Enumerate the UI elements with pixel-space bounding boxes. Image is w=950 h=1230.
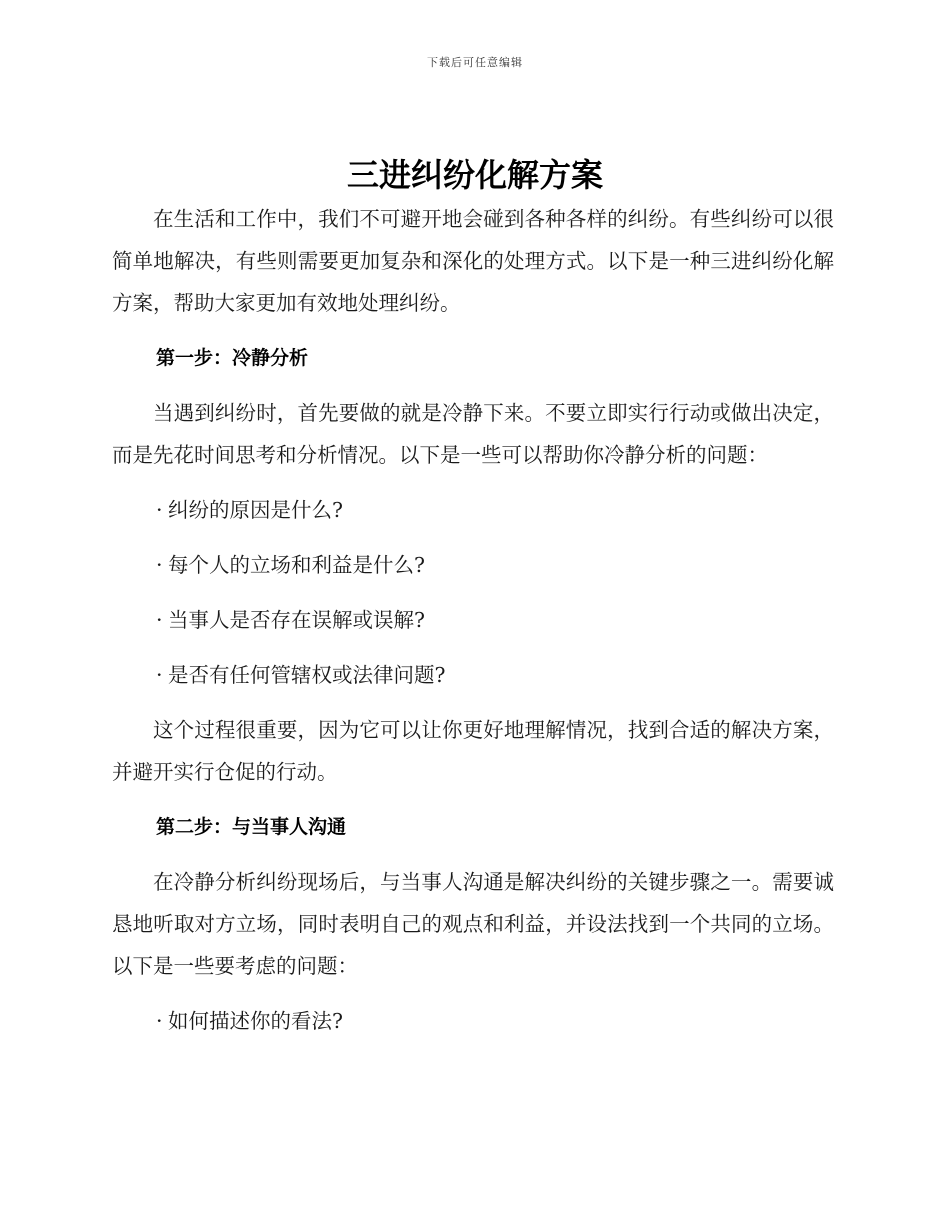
- document-title: 三进纠纷化解方案: [346, 156, 603, 194]
- list-item-text: 是否有任何管辖权或法律问题?: [168, 663, 446, 687]
- list-item-text: 如何描述你的看法?: [168, 1009, 343, 1033]
- list-item-text: 每个人的立场和利益是什么?: [168, 553, 425, 577]
- bullet-marker: ·: [156, 553, 163, 577]
- step1-heading: 第一步：冷静分析: [156, 347, 309, 369]
- list-item-text: 当事人是否存在误解或误解?: [168, 608, 425, 632]
- list-item: [112, 1000, 834, 1042]
- intro-paragraph: 在生活和工作中，我们不可避开地会碰到各种各样的纠纷。有些纠纷可以很简单地解决，有些则需要更加复杂和深化的处理方式。以下是一种三进纠纷化解方案，帮助大家更加有效地处理纠纷。: [112, 207, 834, 315]
- list-item: [112, 544, 834, 586]
- list-item: [112, 599, 834, 641]
- list-item: [112, 489, 834, 531]
- bullet-marker: ·: [156, 608, 163, 632]
- bullet-marker: ·: [156, 498, 163, 522]
- step1-paragraph: 当遇到纠纷时，首先要做的就是冷静下来。不要立即实行行动或做出决定，而是先花时间思考和分析情况。以下是一些可以帮助你冷静分析的问题：: [112, 401, 834, 467]
- list-item-text: 纠纷的原因是什么?: [168, 498, 343, 522]
- header-note: 下载后可任意编辑: [427, 56, 523, 69]
- document-body: [112, 198, 834, 1055]
- bullet-marker: ·: [156, 1009, 163, 1033]
- bullet-marker: ·: [156, 663, 163, 687]
- step1-closing-paragraph: 这个过程很重要，因为它可以让你更好地理解情况，找到合适的解决方案，并避开实行仓促的行动。: [112, 718, 834, 784]
- list-item: [112, 654, 834, 696]
- step2-paragraph: 在冷静分析纠纷现场后，与当事人沟通是解决纠纷的关键步骤之一。需要诚恳地听取对方立场，同时表明自己的观点和利益，并设法找到一个共同的立场。以下是一些要考虑的问题：: [112, 870, 834, 978]
- step2-heading: 第二步：与当事人沟通: [156, 816, 347, 838]
